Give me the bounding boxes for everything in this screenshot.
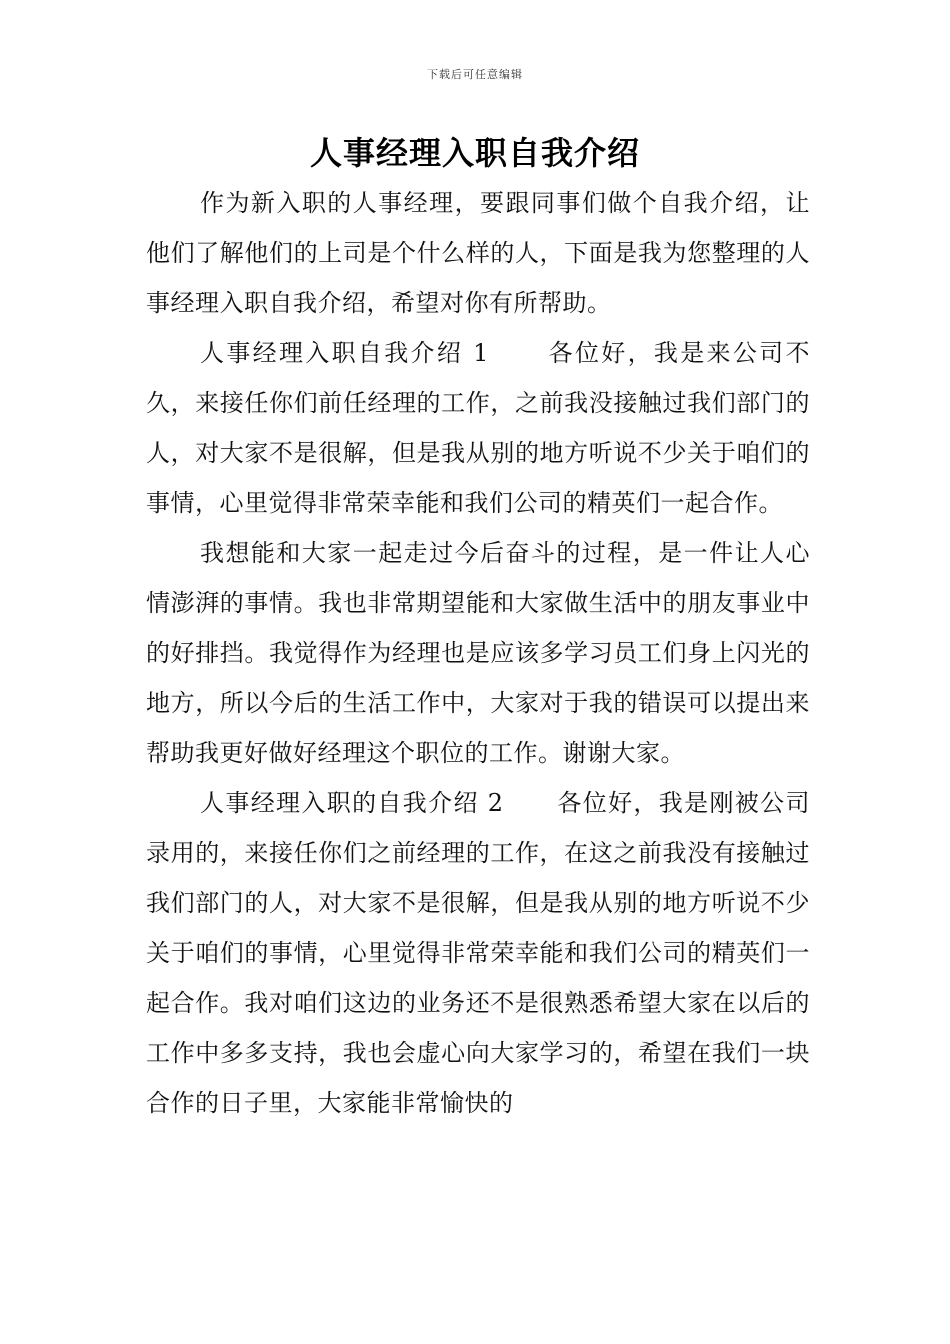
document-body [146, 178, 810, 1128]
section-1-continued-paragraph [146, 528, 810, 778]
header-note: 下载后可任意编辑 [427, 68, 523, 81]
document-title: 人事经理入职自我介绍 [309, 134, 640, 172]
section-1-heading: 人事经理入职自我介绍 1 [200, 339, 489, 367]
paragraph-text: 各位好，我是刚被公司录用的，来接任你们之前经理的工作，在这之前我没有接触过我们部门的人，对大家不是很解，但是我从别的地方听说不少关于咱们的事情，心里觉得非常荣幸能和我们公司的精英们一起合作。我对咱们这边的业务还不是很熟悉希望大家在以后的工作中多多支持，我也会虚心向大家学习的，希望在我们一块合作的日子里，大家能非常愉快的 [146, 789, 810, 1117]
section-2-paragraph [146, 778, 810, 1128]
paragraph-text: 我想能和大家一起走过今后奋斗的过程，是一件让人心情澎湃的事情。我也非常期望能和大家做生活中的朋友事业中的好排挡。我觉得作为经理也是应该多学习员工们身上闪光的地方，所以今后的生活工作中，大家对于我的错误可以提出来帮助我更好做好经理这个职位的工作。谢谢大家。 [146, 539, 810, 767]
paragraph-text: 各位好，我是来公司不久，来接任你们前任经理的工作，之前我没接触过我们部门的人，对大家不是很解，但是我从别的地方听说不少关于咱们的事情，心里觉得非常荣幸能和我们公司的精英们一起合作。 [146, 339, 811, 517]
intro-paragraph [146, 178, 810, 328]
paragraph-text: 作为新入职的人事经理，要跟同事们做个自我介绍，让他们了解他们的上司是个什么样的人，下面是我为您整理的人事经理入职自我介绍，希望对你有所帮助。 [146, 189, 810, 317]
section-2-heading: 人事经理入职的自我介绍 2 [200, 789, 504, 817]
section-1-paragraph [146, 328, 810, 528]
